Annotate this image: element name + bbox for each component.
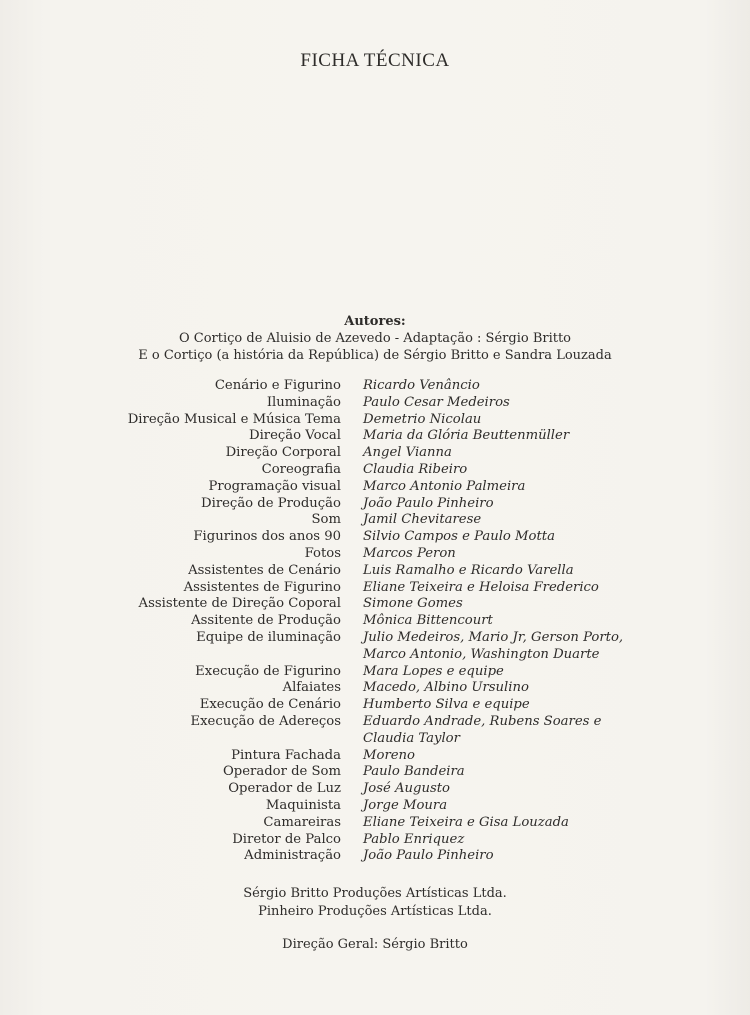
authors-line: O Cortiço de Aluisio de Azevedo - Adaptação : Sérgio Britto: [178, 331, 572, 346]
credit-role: Coreografia: [261, 461, 341, 477]
credit-names: Paulo Cesar Medeiros: [363, 394, 510, 410]
credit-role: Direção Corporal: [225, 445, 341, 461]
credit-names: Silvio Campos e Paulo Motta: [363, 529, 555, 545]
credit-names: Mônica Bittencourt: [363, 613, 493, 629]
credit-names: Eliane Teixeira e Gisa Louzada: [363, 814, 569, 830]
credit-role: Direção Musical e Música Tema: [127, 411, 341, 427]
credit-row: [0, 815, 750, 832]
credit-row: [0, 412, 750, 429]
credit-role: Operador de Som: [222, 764, 341, 780]
credit-names: Humberto Silva e equipe: [363, 697, 530, 713]
credit-names: Demetrio Nicolau: [363, 411, 482, 427]
credit-role: Fotos: [304, 545, 341, 561]
credit-role: Direção Vocal: [249, 428, 341, 444]
credit-row: [0, 563, 750, 580]
credit-names: Maria da Glória Beuttenmüller: [363, 428, 570, 444]
credit-names: José Augusto: [363, 781, 450, 797]
credit-row: [0, 596, 750, 613]
general-direction: Direção Geral: Sérgio Britto: [282, 937, 468, 952]
credit-role: Camareiras: [263, 814, 341, 830]
credit-row: [0, 613, 750, 630]
credit-names: Julio Medeiros, Mario Jr, Gerson Porto,: [363, 629, 624, 645]
credit-row: [0, 529, 750, 546]
credit-role: Figurinos dos anos 90: [193, 529, 341, 545]
credit-row: [0, 462, 750, 479]
credit-role: Execução de Figurino: [195, 663, 341, 679]
credit-role: Execução de Adereços: [190, 713, 341, 729]
credit-row: [0, 848, 750, 865]
authors-line: E o Cortiço (a história da República) de Sérgio Britto e Sandra Louzada: [138, 348, 612, 363]
company-line: Sérgio Britto Produções Artísticas Ltda.: [243, 886, 507, 901]
credit-names: Pablo Enriquez: [363, 831, 465, 847]
credit-role: [0, 731, 363, 748]
credit-role: Som: [311, 512, 341, 528]
companies-block: [0, 885, 750, 921]
credit-row: [0, 798, 750, 815]
credit-names: Mara Lopes e equipe: [363, 663, 504, 679]
credit-row: [0, 445, 750, 462]
credit-row: [0, 647, 750, 664]
credit-role: Iluminação: [266, 394, 341, 410]
credit-row: [0, 479, 750, 496]
credit-names: Claudia Ribeiro: [363, 461, 468, 477]
credit-role: Assitente de Produção: [191, 613, 341, 629]
credit-names: Ricardo Venâncio: [363, 378, 480, 393]
credit-row: [0, 378, 750, 395]
credit-role: Programação visual: [208, 478, 341, 494]
credit-names: Moreno: [363, 747, 415, 763]
credit-role: Direção de Produção: [201, 495, 341, 511]
credit-row: [0, 731, 750, 748]
credit-row: [0, 395, 750, 412]
credit-row: [0, 697, 750, 714]
credit-row: [0, 748, 750, 765]
credit-role: Pintura Fachada: [231, 747, 341, 763]
credit-names: Macedo, Albino Ursulino: [363, 680, 529, 696]
credit-names: Eduardo Andrade, Rubens Soares e: [363, 713, 602, 729]
credit-names: João Paulo Pinheiro: [363, 848, 494, 864]
credit-role: Operador de Luz: [228, 781, 341, 797]
credit-names: Marcos Peron: [363, 545, 456, 561]
credit-role: Assistentes de Figurino: [183, 579, 341, 595]
credit-row: [0, 496, 750, 513]
credit-row: [0, 630, 750, 647]
credit-names: Angel Vianna: [363, 445, 452, 461]
credit-row: [0, 512, 750, 529]
credit-names: João Paulo Pinheiro: [363, 495, 494, 511]
credit-role: Diretor de Palco: [232, 831, 341, 847]
credit-role: Assistentes de Cenário: [188, 562, 341, 578]
credit-names: Claudia Taylor: [363, 730, 460, 746]
credit-role: Administração: [244, 848, 341, 864]
credit-role: [0, 647, 363, 664]
authors-heading: Autores:: [344, 314, 406, 329]
credits-list: [0, 378, 750, 865]
credit-row: [0, 580, 750, 597]
credit-row: [0, 832, 750, 849]
page-title: FICHA TÉCNICA: [300, 50, 450, 71]
credit-names: Paulo Bandeira: [363, 764, 465, 780]
credit-role: Cenário e Figurino: [214, 378, 341, 393]
credit-names: Marco Antonio, Washington Duarte: [363, 646, 600, 662]
credit-role: Equipe de iluminação: [196, 629, 341, 645]
credit-row: [0, 764, 750, 781]
credit-role: Assistente de Direção Coporal: [138, 596, 341, 612]
credit-row: [0, 546, 750, 563]
credit-row: [0, 428, 750, 445]
credit-names: Luis Ramalho e Ricardo Varella: [363, 562, 574, 578]
credit-names: Marco Antonio Palmeira: [363, 478, 526, 494]
credit-row: [0, 714, 750, 731]
credit-names: Jamil Chevitarese: [363, 512, 482, 528]
credit-role: Alfaiates: [282, 680, 341, 696]
credit-names: Jorge Moura: [363, 797, 448, 813]
credit-names: Simone Gomes: [363, 596, 463, 612]
company-line: Pinheiro Produções Artísticas Ltda.: [258, 904, 492, 919]
credit-names: Eliane Teixeira e Heloisa Frederico: [363, 579, 599, 595]
credit-row: [0, 664, 750, 681]
credit-role: Execução de Cenário: [199, 697, 341, 713]
credit-row: [0, 680, 750, 697]
credit-role: Maquinista: [265, 797, 341, 813]
credit-row: [0, 781, 750, 798]
authors-block: [0, 313, 750, 364]
